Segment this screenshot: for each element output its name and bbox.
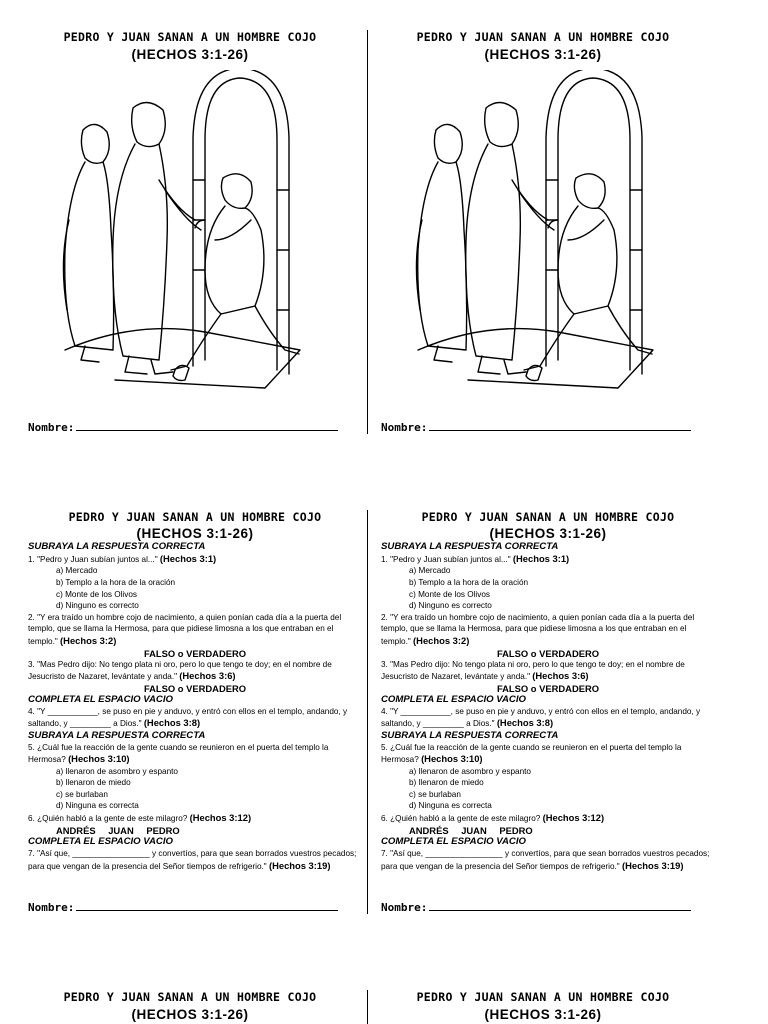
option[interactable]: d) Ninguno es correcto — [409, 601, 492, 611]
option[interactable]: b) Templo a la hora de la oración — [56, 577, 176, 587]
option[interactable]: b) llenaron de miedo — [409, 778, 484, 788]
worksheet-bottom-right — [373, 990, 713, 1022]
worksheet-subtitle: (HECHOS 3:1-26) — [131, 47, 249, 62]
name-label: Nombre: — [28, 421, 75, 434]
option[interactable]: c) se burlaban — [409, 789, 461, 799]
divider-top — [367, 30, 368, 434]
question-3: 3. "Mas Pedro dijo: No tengo plata ni oro, pero lo que tengo te doy; en el nombre de Jesucristo de Nazaret, levántate y anda." (Hechos 3:6) — [28, 659, 332, 682]
name-field-quiz-left — [28, 900, 338, 914]
option[interactable]: a) Mercado — [56, 566, 98, 576]
option[interactable]: c) Monte de los Olivos — [409, 589, 490, 599]
answer-names[interactable]: ANDRÉS JUAN PEDRO — [409, 824, 533, 836]
option[interactable]: c) Monte de los Olivos — [56, 589, 137, 599]
question-2: 2. "Y era traído un hombre cojo de nacimiento, a quien ponían cada día a la puerta del templo, que se llama la Hermosa, para que pidiese limosna a los que entraban en el templo." (Hechos 3:2) — [28, 612, 342, 646]
worksheet-title: PEDRO Y JUAN SANAN A UN HOMBRE COJO — [416, 990, 670, 1004]
worksheet-quiz-left — [28, 510, 362, 872]
worksheet-title: PEDRO Y JUAN SANAN A UN HOMBRE COJO — [63, 990, 317, 1004]
name-label: Nombre: — [381, 901, 428, 914]
coloring-illustration — [408, 70, 668, 400]
question-4: 4. "Y ___________, se puso en pie y anduvo, y entró con ellos en el templo, andando, y saltando, y _________ a Dios." (Hechos 3:8) — [28, 706, 348, 729]
question-4: 4. "Y ___________, se puso en pie y anduvo, y entró con ellos en el templo, andando, y saltando, y _________ a Dios." (Hechos 3:8) — [381, 706, 701, 729]
option[interactable]: a) Mercado — [409, 566, 451, 576]
worksheet-quiz-right — [381, 510, 715, 872]
option[interactable]: a) llenaron de asombro y espanto — [56, 766, 178, 776]
question-1: 1. "Pedro y Juan subían juntos al..." (Hechos 3:1) — [381, 552, 570, 564]
name-label: Nombre: — [381, 421, 428, 434]
name-field-quiz-right — [381, 900, 691, 914]
name-input-line[interactable] — [76, 900, 338, 911]
divider-bottom — [367, 990, 368, 1024]
question-3: 3. "Mas Pedro dijo: No tengo plata ni oro, pero lo que tengo te doy; en el nombre de Jesucristo de Nazaret, levántate y anda." (Hechos 3:6) — [381, 659, 685, 682]
option[interactable]: a) llenaron de asombro y espanto — [409, 766, 531, 776]
worksheet-subtitle: (HECHOS 3:1-26) — [484, 1007, 602, 1022]
question-5: 5. ¿Cuál fue la reacción de la gente cuando se reunieron en el puerta del templo la Hermosa? (Hechos 3:10) — [381, 742, 682, 765]
section-heading: SUBRAYA LA RESPUESTA CORRECTA — [28, 541, 206, 552]
quiz — [381, 541, 715, 872]
worksheet-top-right — [373, 30, 713, 62]
worksheet-title: PEDRO Y JUAN SANAN A UN HOMBRE COJO — [416, 30, 670, 44]
worksheet-title: PEDRO Y JUAN SANAN A UN HOMBRE COJO — [63, 30, 317, 44]
quiz — [28, 541, 362, 872]
worksheet-subtitle: (HECHOS 3:1-26) — [484, 47, 602, 62]
option[interactable]: c) se burlaban — [56, 789, 108, 799]
option[interactable]: d) Ninguna es correcta — [56, 801, 139, 811]
option[interactable]: b) llenaron de miedo — [56, 778, 131, 788]
question-6: 6. ¿Quién habló a la gente de este milagro? (Hechos 3:12) — [28, 812, 252, 824]
question-2: 2. "Y era traído un hombre cojo de nacimiento, a quien ponían cada día a la puerta del templo, que se llama la Hermosa, para que pidiese limosna a los que entraban en el templo." (Hechos 3:2) — [381, 612, 695, 646]
question-5: 5. ¿Cuál fue la reacción de la gente cuando se reunieron en el puerta del templo la Hermosa? (Hechos 3:10) — [28, 742, 329, 765]
section-heading: COMPLETA EL ESPACIO VACIO — [381, 693, 526, 705]
name-field-top-left — [28, 420, 338, 434]
divider-middle — [367, 510, 368, 914]
question-7: 7. "Así que, _________________ y convertíos, para que sean borrados vuestros pecados; para que vengan de la presencia del Señor tiempos de refrigerio." (Hechos 3:19) — [28, 849, 357, 871]
section-heading: COMPLETA EL ESPACIO VACIO — [28, 693, 173, 705]
worksheet-subtitle: (HECHOS 3:1-26) — [131, 1007, 249, 1022]
section-heading: SUBRAYA LA RESPUESTA CORRECTA — [381, 729, 559, 741]
name-input-line[interactable] — [429, 420, 691, 431]
name-input-line[interactable] — [76, 420, 338, 431]
question-1: 1. "Pedro y Juan subían juntos al..." (Hechos 3:1) — [28, 552, 217, 564]
worksheet-subtitle: (HECHOS 3:1-26) — [489, 526, 607, 541]
true-false-answer[interactable]: FALSO o VERDADERO — [496, 647, 600, 659]
coloring-illustration — [55, 70, 315, 400]
section-heading: SUBRAYA LA RESPUESTA CORRECTA — [381, 541, 559, 552]
answer-names[interactable]: ANDRÉS JUAN PEDRO — [56, 824, 180, 836]
section-heading: SUBRAYA LA RESPUESTA CORRECTA — [28, 729, 206, 741]
true-false-answer[interactable]: FALSO o VERDADERO — [143, 682, 247, 694]
worksheet-title: PEDRO Y JUAN SANAN A UN HOMBRE COJO — [421, 510, 675, 524]
option[interactable]: b) Templo a la hora de la oración — [409, 577, 529, 587]
worksheet-subtitle: (HECHOS 3:1-26) — [136, 526, 254, 541]
worksheet-title: PEDRO Y JUAN SANAN A UN HOMBRE COJO — [68, 510, 322, 524]
worksheet-top-left — [20, 30, 360, 62]
worksheet-bottom-left — [20, 990, 360, 1022]
section-heading: COMPLETA EL ESPACIO VACIO — [381, 836, 526, 848]
name-input-line[interactable] — [429, 900, 691, 911]
name-field-top-right — [381, 420, 691, 434]
section-heading: COMPLETA EL ESPACIO VACIO — [28, 836, 173, 848]
option[interactable]: d) Ninguno es correcto — [56, 601, 139, 611]
name-label: Nombre: — [28, 901, 75, 914]
question-7: 7. "Así que, _________________ y convertíos, para que sean borrados vuestros pecados; para que vengan de la presencia del Señor tiempos de refrigerio." (Hechos 3:19) — [381, 849, 710, 871]
true-false-answer[interactable]: FALSO o VERDADERO — [143, 647, 247, 659]
option[interactable]: d) Ninguna es correcta — [409, 801, 492, 811]
question-6: 6. ¿Quién habló a la gente de este milagro? (Hechos 3:12) — [381, 812, 605, 824]
true-false-answer[interactable]: FALSO o VERDADERO — [496, 682, 600, 694]
